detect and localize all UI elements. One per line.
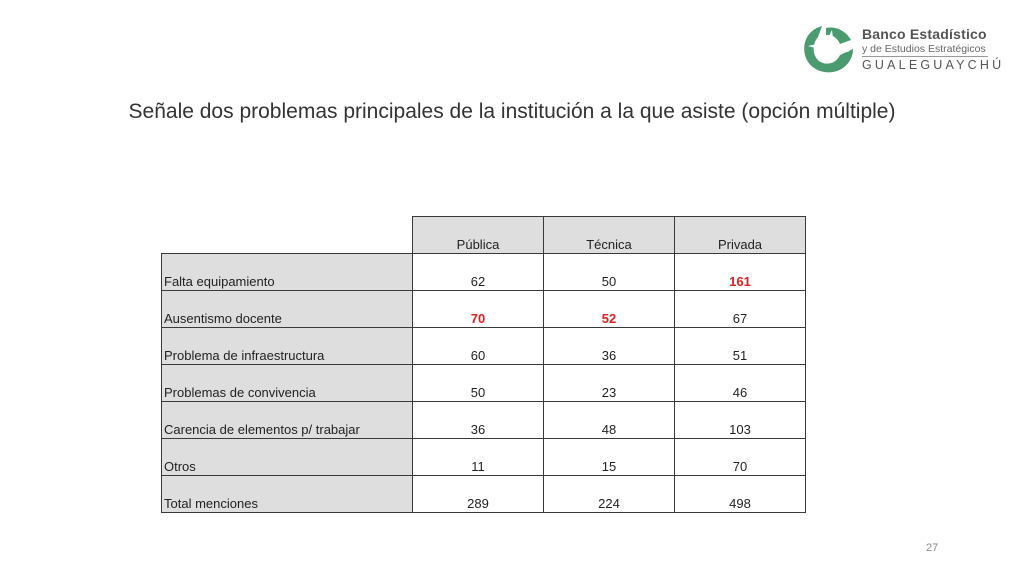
table-cell: 36 xyxy=(544,328,675,365)
row-label: Carencia de elementos p/ trabajar xyxy=(162,402,413,439)
table-cell: 36 xyxy=(413,402,544,439)
table-cell-highlighted: 161 xyxy=(675,254,806,291)
logo-emblem-icon xyxy=(800,22,858,76)
table-cell: 50 xyxy=(544,254,675,291)
logo xyxy=(800,22,1005,78)
table-cell: 498 xyxy=(675,476,806,513)
logo-subtitle: y de Estudios Estratégicos xyxy=(862,43,986,55)
table-cell: 70 xyxy=(675,439,806,476)
table-row xyxy=(162,365,806,402)
logo-divider xyxy=(862,56,988,57)
row-label: Ausentismo docente xyxy=(162,291,413,328)
table-cell: 67 xyxy=(675,291,806,328)
table-row xyxy=(162,291,806,328)
table-cell: 15 xyxy=(544,439,675,476)
table-cell: 51 xyxy=(675,328,806,365)
column-header-publica: Pública xyxy=(413,217,544,254)
row-label: Otros xyxy=(162,439,413,476)
table-row xyxy=(162,328,806,365)
table-cell: 46 xyxy=(675,365,806,402)
column-header-privada: Privada xyxy=(675,217,806,254)
table-row xyxy=(162,439,806,476)
data-table xyxy=(161,216,806,513)
table-cell: 11 xyxy=(413,439,544,476)
row-label: Falta equipamiento xyxy=(162,254,413,291)
slide-title: Señale dos problemas principales de la institución a la que asiste (opción múltiple) xyxy=(128,100,896,123)
table-cell: 60 xyxy=(413,328,544,365)
table-cell: 50 xyxy=(413,365,544,402)
table-cell: 103 xyxy=(675,402,806,439)
table-cell-highlighted: 52 xyxy=(544,291,675,328)
row-label: Problema de infraestructura xyxy=(162,328,413,365)
table-cell: 224 xyxy=(544,476,675,513)
row-label: Problemas de convivencia xyxy=(162,365,413,402)
table-header-row xyxy=(162,217,806,254)
table-cell: 48 xyxy=(544,402,675,439)
logo-title: Banco Estadístico xyxy=(862,26,987,42)
table-cell: 23 xyxy=(544,365,675,402)
table-cell: 289 xyxy=(413,476,544,513)
table-row xyxy=(162,402,806,439)
table-cell: 62 xyxy=(413,254,544,291)
table-row-total xyxy=(162,476,806,513)
column-header-tecnica: Técnica xyxy=(544,217,675,254)
table-row xyxy=(162,254,806,291)
row-label: Total menciones xyxy=(162,476,413,513)
table-cell-highlighted: 70 xyxy=(413,291,544,328)
logo-city: GUALEGUAYCHÚ xyxy=(862,58,1005,72)
page-number: 27 xyxy=(926,542,939,554)
table-corner xyxy=(162,217,413,254)
